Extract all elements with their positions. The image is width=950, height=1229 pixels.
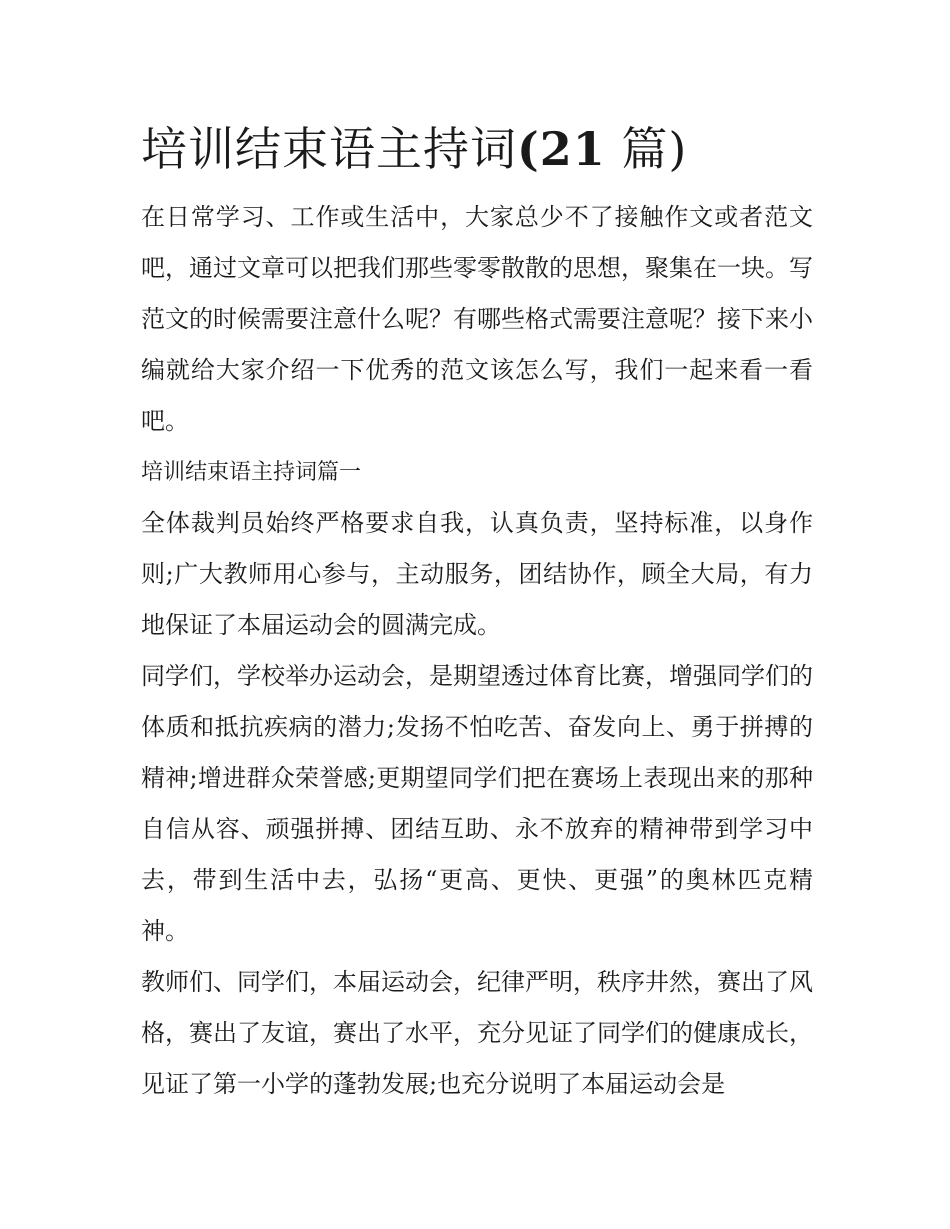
title-tail-text: 篇) <box>605 122 688 176</box>
document-title <box>141 118 813 180</box>
title-main-text: 培训结束语主持词 <box>141 122 517 176</box>
body-paragraph-3: 教师们、同学们，本届运动会，纪律严明，秩序井然，赛出了风格，赛出了友谊，赛出了水平，充分见证了同学们的健康成长，见证了第一小学的蓬勃发展;也充分说明了本届运动会是 <box>141 968 813 1098</box>
document-body <box>141 118 813 1110</box>
intro-paragraph: 在日常学习、工作或生活中，大家总少不了接触作文或者范文吧，通过文章可以把我们那些零零散散的思想，聚集在一块。写范文的时候需要注意什么呢？有哪些格式需要注意呢？接下来小编就给大家介绍一下优秀的范文该怎么写，我们一起来看一看吧。 <box>141 203 813 435</box>
section-heading: 培训结束语主持词篇一 <box>141 460 362 485</box>
title-number: (21 <box>517 122 606 176</box>
body-paragraph-1: 全体裁判员始终严格要求自我，认真负责，坚持标准，以身作则;广大教师用心参与，主动服务，团结协作，顾全大局，有力地保证了本届运动会的圆满完成。 <box>141 509 813 639</box>
body-paragraph-2: 同学们，学校举办运动会，是期望透过体育比赛，增强同学们的体质和抵抗疾病的潜力;发扬不怕吃苦、奋发向上、勇于拼搏的精神;增进群众荣誉感;更期望同学们把在赛场上表现出来的那种自信从容、顽强拼搏、团结互助、永不放弃的精神带到学习中去，带到生活中去，弘扬“更高、更快、更强”的奥林匹克精神。 <box>141 662 813 945</box>
